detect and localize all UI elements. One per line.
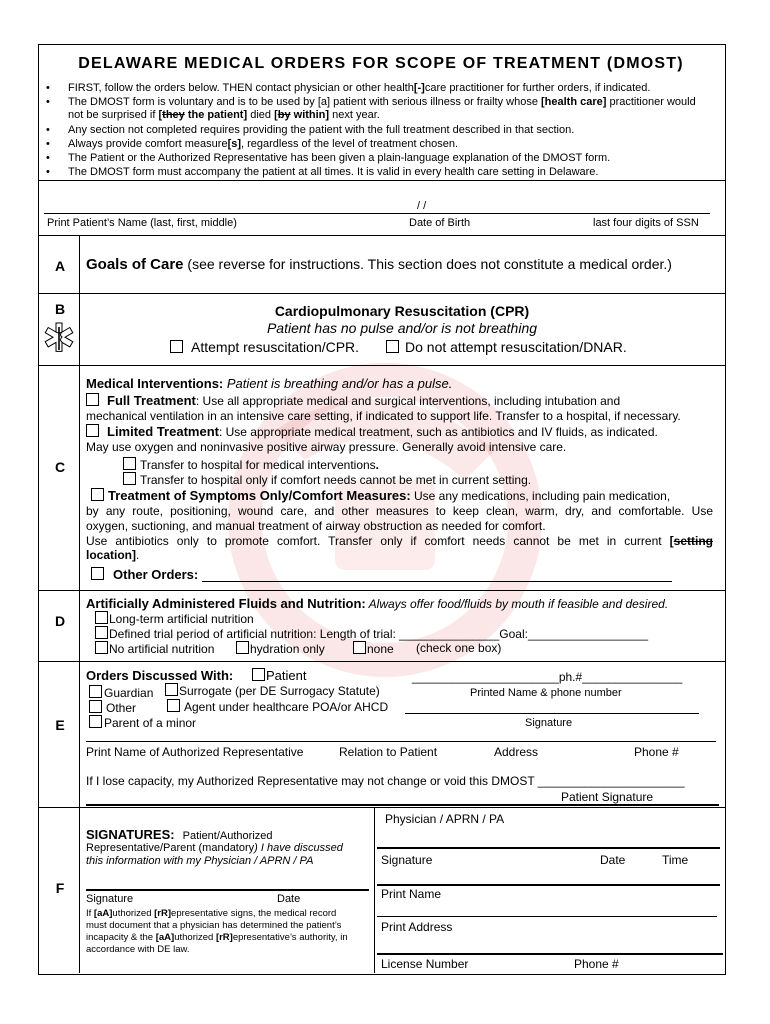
checkbox[interactable] bbox=[165, 683, 178, 696]
divider bbox=[38, 590, 725, 591]
limited-treatment-text: May use oxygen and noninvasive positive airway pressure. Generally avoid intensive care. bbox=[86, 440, 567, 454]
physician-line bbox=[377, 916, 717, 917]
physician-signature-label: Signature bbox=[381, 853, 433, 867]
comfort-text-5: location]. bbox=[86, 548, 140, 562]
ssn-label: last four digits of SSN bbox=[593, 217, 699, 229]
other-orders-field[interactable]: Other Orders: bbox=[91, 567, 198, 582]
nutrition-option-none-2[interactable]: none bbox=[353, 641, 394, 656]
check-one-note: (check one box) bbox=[416, 641, 502, 655]
intro-line-1: FIRST, follow the orders below. THEN contact physician or other health[-]care practitioner for further orders, if indicated. bbox=[68, 82, 651, 94]
nutrition-option-hydration[interactable]: hydration only bbox=[236, 641, 325, 656]
intro-line-5: The Patient or the Authorized Representative has been given a plain-language explanation of the DMOST form. bbox=[68, 152, 611, 164]
cpr-subtitle: Patient has no pulse and/or is not breathing bbox=[266, 320, 538, 336]
patient-name-field[interactable] bbox=[44, 198, 364, 214]
signatures-sub-3: this information with my Physician / APRN / PA bbox=[86, 855, 314, 867]
patient-line bbox=[44, 213, 710, 214]
checkbox[interactable] bbox=[123, 472, 136, 485]
checkbox[interactable] bbox=[95, 611, 108, 624]
section-letter-a: A bbox=[54, 258, 66, 274]
intro-line-4: Always provide comfort measure[s], regardless of the level of treatment chosen. bbox=[68, 138, 459, 150]
limited-treatment-option[interactable]: Limited Treatment: Use appropriate medical treatment, such as antibiotics and IV fluids, as indicated. bbox=[86, 424, 658, 439]
divider bbox=[38, 661, 725, 662]
checkbox[interactable] bbox=[386, 340, 399, 353]
rep-signature-label: Signature bbox=[86, 893, 134, 905]
rep-line bbox=[86, 741, 716, 742]
medical-interventions-heading: Medical Interventions: Patient is breathing and/or has a pulse. bbox=[86, 376, 453, 391]
checkbox[interactable] bbox=[95, 641, 108, 654]
checkbox[interactable] bbox=[170, 340, 183, 353]
bullet-icon: • bbox=[46, 166, 50, 178]
checkbox[interactable] bbox=[89, 715, 102, 728]
patient-name-label: Print Patient’s Name (last, first, middle) bbox=[47, 217, 237, 229]
other-orders-line bbox=[202, 581, 672, 582]
nutrition-option-trial[interactable]: Defined trial period of artificial nutrition: Length of trial: _______________Goal:__________________ bbox=[95, 626, 648, 641]
comfort-text-3: oxygen, suctioning, and manual treatment of airway obstruction as needed for comfort. bbox=[86, 519, 546, 533]
discussed-patient-option[interactable]: Patient bbox=[252, 668, 306, 683]
phone-line[interactable]: ______________________ph.#_______________ bbox=[412, 670, 683, 684]
section-letter-c: C bbox=[54, 459, 66, 475]
orders-discussed-heading: Orders Discussed With: bbox=[86, 668, 234, 683]
checkbox[interactable] bbox=[86, 424, 99, 437]
signature-line bbox=[405, 713, 699, 714]
checkbox[interactable] bbox=[89, 685, 102, 698]
bullet-icon: • bbox=[46, 96, 50, 108]
divider bbox=[38, 235, 725, 236]
signature-column-divider bbox=[374, 807, 375, 973]
divider bbox=[86, 804, 719, 806]
physician-label: Physician / APRN / PA bbox=[385, 812, 505, 826]
discussed-surrogate-option[interactable]: Surrogate (per DE Surrogacy Statute) bbox=[165, 683, 380, 698]
discussed-parent-option[interactable]: Parent of a minor bbox=[89, 715, 196, 730]
dob-label: Date of Birth bbox=[409, 217, 471, 229]
star-of-life-icon bbox=[41, 320, 77, 356]
patient-signature-label: Patient Signature bbox=[561, 790, 654, 804]
license-phone-label: Phone # bbox=[574, 957, 619, 971]
section-letter-e: E bbox=[55, 717, 65, 733]
print-address-label: Print Address bbox=[381, 920, 453, 934]
divider bbox=[38, 807, 725, 808]
checkbox[interactable] bbox=[353, 641, 366, 654]
relation-label: Relation to Patient bbox=[339, 745, 438, 759]
form-title: DELAWARE MEDICAL ORDERS FOR SCOPE OF TREATMENT (DMOST) bbox=[78, 55, 684, 72]
address-label: Address bbox=[494, 745, 539, 759]
full-treatment-option[interactable]: Full Treatment: Use all appropriate medical and surgical interventions, including intubation and bbox=[86, 393, 620, 408]
comfort-text-4: Use antibiotics only to promote comfort. Transfer only if comfort needs cannot be met in current [setting bbox=[86, 534, 713, 548]
physician-line bbox=[377, 847, 720, 849]
full-treatment-text: mechanical ventilation in an intensive care setting, if indicated to support life. Transfer to a hospital, if necessary. bbox=[86, 409, 681, 423]
comfort-text-2: by any route, positioning, wound care, and other measures to keep clean, warm, dry, and comfortable. Use bbox=[86, 504, 713, 518]
letter-column-divider bbox=[79, 235, 80, 973]
checkbox[interactable] bbox=[89, 700, 102, 713]
phone-label: Phone # bbox=[634, 745, 679, 759]
section-letter-f: F bbox=[55, 880, 65, 896]
cpr-option-attempt[interactable]: Attempt resuscitation/CPR. bbox=[170, 339, 359, 355]
nutrition-option-none[interactable]: No artificial nutrition bbox=[95, 641, 214, 656]
cpr-option-dnar[interactable]: Do not attempt resuscitation/DNAR. bbox=[386, 339, 627, 355]
checkbox[interactable] bbox=[95, 626, 108, 639]
capacity-statement: If I lose capacity, my Authorized Representative may not change or void this DMOST ______________________ bbox=[86, 774, 685, 788]
physician-time-label: Time bbox=[662, 853, 689, 867]
intro-line-2b: not be surprised if [they the patient] died [by within] next year. bbox=[68, 109, 380, 121]
signature-label: Signature bbox=[525, 717, 573, 729]
signatures-sub-2: Representative/Parent (mandatory) I have discussed bbox=[86, 842, 343, 854]
bullet-icon: • bbox=[46, 152, 50, 164]
checkbox[interactable] bbox=[252, 668, 265, 681]
rep-name-label: Print Name of Authorized Representative bbox=[86, 745, 304, 759]
signatures-heading: SIGNATURES: Patient/Authorized bbox=[86, 827, 273, 842]
nutrition-heading: Artificially Administered Fluids and Nutrition: Always offer food/fluids by mouth if feasible and desired. bbox=[86, 596, 669, 611]
checkbox[interactable] bbox=[167, 699, 180, 712]
transfer-option-2[interactable]: Transfer to hospital only if comfort needs cannot be met in current setting. bbox=[123, 472, 531, 487]
section-letter-b: B bbox=[54, 301, 66, 317]
physician-line bbox=[377, 884, 720, 886]
divider bbox=[38, 180, 725, 181]
discussed-agent-option[interactable]: Agent under healthcare POA/or AHCD bbox=[167, 699, 388, 714]
intro-line-2: The DMOST form is voluntary and is to be used by [a] patient with serious illness or frailty whose [health care] practitioner would bbox=[68, 96, 696, 108]
nutrition-option-long-term[interactable]: Long-term artificial nutrition bbox=[95, 611, 254, 626]
goals-of-care: Goals of Care (see reverse for instructions. This section does not constitute a medical order.) bbox=[86, 256, 672, 273]
bullet-icon: • bbox=[46, 138, 50, 150]
authorized-rep-note: If [aA]uthorized [rR]epresentative signs, the medical record must document that a physician has determined the patient’s incapacity & the [aA]uthorized [rR]epresentative’s authority, in accordance with DE law. bbox=[86, 908, 348, 955]
intro-line-6: The DMOST form must accompany the patient at all times. It is valid in every health care setting in Delaware. bbox=[68, 166, 599, 178]
discussed-guardian-option[interactable]: Guardian bbox=[89, 685, 153, 700]
divider bbox=[38, 365, 725, 366]
section-letter-d: D bbox=[54, 613, 66, 629]
physician-line bbox=[377, 953, 723, 955]
checkbox[interactable] bbox=[91, 488, 104, 501]
physician-date-label: Date bbox=[600, 853, 626, 867]
cpr-title: Cardiopulmonary Resuscitation (CPR) bbox=[274, 303, 530, 319]
bullet-icon: • bbox=[46, 82, 50, 94]
checkbox[interactable] bbox=[123, 457, 136, 470]
rep-date-label: Date bbox=[277, 893, 301, 905]
discussed-other-option[interactable]: Other bbox=[89, 700, 136, 715]
divider bbox=[38, 293, 725, 294]
comfort-measures-option[interactable]: Treatment of Symptoms Only/Comfort Measures: Use any medications, including pain medication, bbox=[91, 488, 670, 503]
intro-line-3: Any section not completed requires providing the patient with the full treatment described in that section. bbox=[68, 124, 575, 136]
bullet-icon: • bbox=[46, 124, 50, 136]
transfer-option-1[interactable]: Transfer to hospital for medical interventions. bbox=[123, 457, 379, 472]
print-name-label: Print Name bbox=[381, 887, 442, 901]
checkbox[interactable] bbox=[86, 393, 99, 406]
checkbox[interactable] bbox=[236, 641, 249, 654]
printed-name-label: Printed Name & phone number bbox=[470, 687, 622, 699]
rep-signature-line[interactable] bbox=[86, 889, 369, 891]
checkbox[interactable] bbox=[91, 567, 104, 580]
license-number-label: License Number bbox=[381, 957, 469, 971]
dob-slashes: / / bbox=[417, 200, 427, 212]
